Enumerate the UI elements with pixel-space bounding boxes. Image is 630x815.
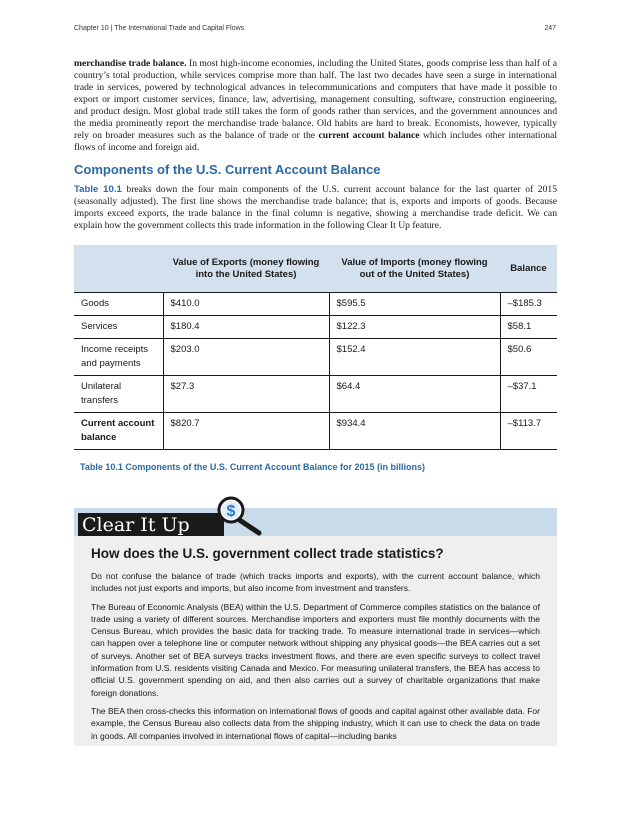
current-account-table: [74, 245, 557, 450]
imports-value: $595.5: [329, 293, 500, 316]
table-row: [74, 339, 557, 376]
header-cell-balance: Balance: [500, 245, 557, 293]
exports-value: $203.0: [163, 339, 329, 376]
page-number: 247: [544, 25, 556, 32]
header-cell-empty: [74, 245, 163, 293]
section-title: Components of the U.S. Current Account Balance: [74, 162, 381, 177]
imports-value: $122.3: [329, 316, 500, 339]
page-header: [74, 25, 556, 32]
table-row-total: [74, 413, 557, 450]
term-current-account-balance: current account balance: [318, 130, 420, 141]
exports-value: $820.7: [163, 413, 329, 450]
intro-paragraph: [74, 58, 557, 154]
clear-it-up-paragraph: The Bureau of Economic Analysis (BEA) within the U.S. Department of Commerce compiles statistics on the balance of trade using a variety of different sources. Merchandise importers and exporters must file monthly documents with the Census Bureau, which provides the basic data for tracking trade. To measure international trade in services—which can happen over a telephone line or computer network without shipping any physical goods—the BEA carries out a set of surveys. Another set of BEA surveys tracks investment flows, and there are even specific surveys to collect travel information from U.S. residents visiting Canada and Mexico. For measuring unilateral transfers, the BEA has access to official U.S. government spending on aid, and then also carries out a survey of charitable organizations that make foreign donations.: [91, 601, 540, 698]
row-label: Services: [74, 316, 163, 339]
table-header-row: [74, 245, 557, 293]
clear-it-up-paragraph: The BEA then cross-checks this information on international flows of goods and capital against other available data. For example, the Census Bureau also collects data from the shipping industry, which it can use to check the data on trade in goods. All companies involved in international flows of capital—including banks: [91, 705, 540, 741]
header-cell-exports: Value of Exports (money flowing into the United States): [163, 245, 329, 293]
exports-value: $180.4: [163, 316, 329, 339]
clear-it-up-label: Clear It Up: [78, 513, 224, 537]
table-intro-paragraph: [74, 184, 557, 232]
balance-value: –$113.7: [500, 413, 557, 450]
chapter-title: Chapter 10 | The International Trade and Capital Flows: [74, 25, 245, 32]
imports-value: $152.4: [329, 339, 500, 376]
table-intro-text: breaks down the four main components of the U.S. current account balance for the last quarter of 2015 (seasonally adjusted). The first line shows the merchandise trade balance; that is, exports and imports of goods. Because imports exceed exports, the trade balance in the final column is negative, showing a merchandise trade deficit. We can explain how the government collects this trade information in the following Clear It Up feature.: [74, 184, 557, 231]
row-label: Unilateral transfers: [74, 376, 163, 413]
intro-tail: which includes other international flows of income and foreign aid.: [74, 130, 557, 153]
svg-text:$: $: [226, 503, 236, 520]
exports-value: $27.3: [163, 376, 329, 413]
row-label: Current account balance: [74, 413, 163, 450]
exports-value: $410.0: [163, 293, 329, 316]
imports-value: $64.4: [329, 376, 500, 413]
table-reference-link[interactable]: Table 10.1: [74, 184, 122, 195]
table-row: [74, 376, 557, 413]
intro-body: In most high-income economies, including the United States, goods comprise less than half of a country’s total production, while services comprise more than half. The last two decades have seen a surge in international trade in services, powered by technological advances in telecommunications and computers that have made it possible to export or import customer services, finance, law, advertising, management consulting, software, construction engineering, and product design. Most global trade still takes the form of goods rather than services, and the government announces and the media prominently report the merchandise trade balance. Old habits are hard to break. Economists, however, typically rely on broader measures such as the balance of trade or the: [74, 58, 557, 141]
clear-it-up-question: How does the U.S. government collect trade statistics?: [91, 546, 444, 561]
imports-value: $934.4: [329, 413, 500, 450]
clear-it-up-paragraph: Do not confuse the balance of trade (which tracks imports and exports), with the current account balance, which includes not just exports and imports, but also income from investment and transfers.: [91, 571, 540, 594]
clear-it-up-banner: [74, 503, 557, 536]
magnifier-dollar-icon: [216, 496, 266, 536]
row-label: Goods: [74, 293, 163, 316]
table-row: [74, 293, 557, 316]
header-cell-imports: Value of Imports (money flowing out of the United States): [329, 245, 500, 293]
balance-value: $58.1: [500, 316, 557, 339]
clear-it-up-box: [74, 536, 557, 746]
balance-value: $50.6: [500, 339, 557, 376]
table-caption: Table 10.1 Components of the U.S. Current Account Balance for 2015 (in billions): [80, 462, 426, 472]
row-label: Income receipts and payments: [74, 339, 163, 376]
balance-value: –$185.3: [500, 293, 557, 316]
balance-value: –$37.1: [500, 376, 557, 413]
term-merchandise-trade-balance: merchandise trade balance.: [74, 58, 187, 69]
table-row: [74, 316, 557, 339]
